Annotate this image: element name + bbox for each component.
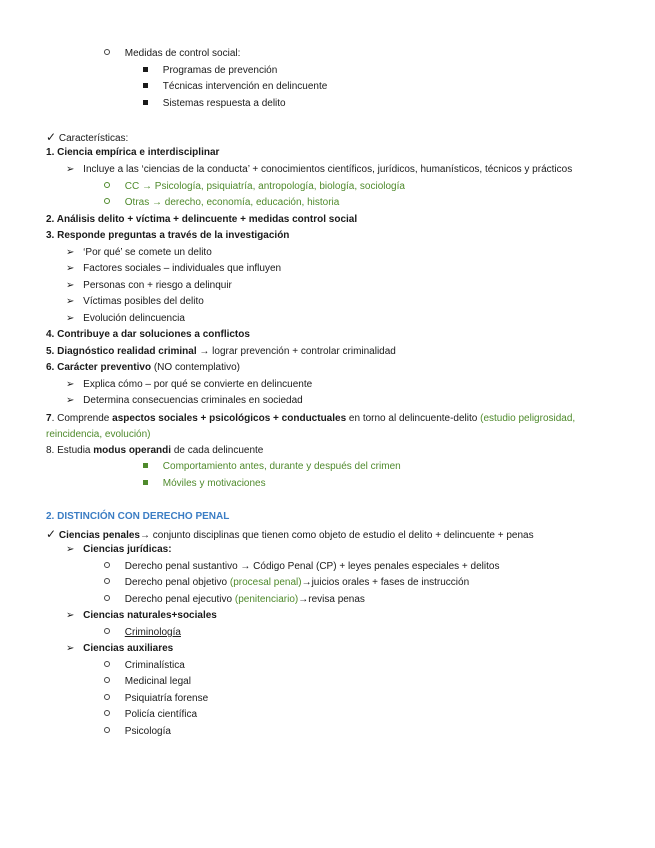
circle-bullet-icon: [104, 595, 110, 601]
list-text: Comportamiento antes, durante y después del crimen: [162, 461, 401, 472]
list-item: [66, 609, 217, 623]
arrow-bullet-icon: ➢: [66, 164, 75, 175]
list-text: Personas con + riesgo a delinquir: [83, 280, 232, 291]
circle-bullet-icon: [104, 578, 110, 584]
square-bullet-icon: [143, 480, 148, 485]
list-text: →revisa penas: [298, 594, 365, 605]
list-item: [66, 394, 303, 408]
circle-bullet-icon: [104, 694, 110, 700]
item-text: de cada delincuente: [171, 445, 264, 456]
list-item: [143, 97, 286, 111]
list-text: Víctimas posibles del delito: [83, 296, 204, 307]
checkmark-icon: ✓: [46, 527, 57, 541]
item-text: → lograr prevención + controlar criminalidad: [196, 346, 396, 357]
arrow-bullet-icon: ➢: [66, 280, 75, 291]
square-bullet-icon: [143, 100, 148, 105]
circle-bullet-icon: [104, 661, 110, 667]
list-green-text: (procesal penal): [229, 577, 302, 588]
item-bold-text: 5. Diagnóstico realidad criminal: [46, 346, 197, 357]
item-1: [46, 146, 219, 160]
item-green-text: (estudio peligrosidad, reincidencia, evolución): [46, 413, 576, 440]
arrow-bullet-icon: ➢: [66, 395, 75, 406]
list-item: [104, 626, 181, 640]
list-text: ‘Por qué’ se comete un delito: [83, 247, 212, 258]
list-item: [104, 725, 171, 739]
item-3: 3. Responde preguntas a través de la investigación: [46, 230, 290, 241]
heading-text: Características:: [58, 133, 129, 144]
list-text: Técnicas intervención en delincuente: [162, 81, 328, 92]
list-item: [104, 576, 469, 590]
arrow-bullet-icon: ➢: [66, 296, 75, 307]
circle-bullet-icon: [104, 628, 110, 634]
list-text: Otras → derecho, economía, educación, historia: [124, 197, 340, 208]
list-text: Policía científica: [124, 709, 198, 720]
square-bullet-icon: [143, 463, 148, 468]
arrow-bullet-icon: ➢: [66, 379, 75, 390]
list-item: [104, 180, 405, 194]
list-item: [143, 460, 401, 474]
list-item: [104, 593, 365, 607]
list-text: CC → Psicología, psiquiatría, antropología, biología, sociología: [124, 181, 405, 192]
item-text: en torno al delincuente-delito: [346, 413, 481, 424]
list-text: Ciencias naturales+sociales: [83, 610, 217, 621]
list-text: Derecho penal objetivo: [124, 577, 230, 588]
list-text: Medicinal legal: [124, 676, 191, 687]
square-bullet-icon: [143, 67, 148, 72]
list-text: Ciencias auxiliares: [83, 643, 174, 654]
arrow-bullet-icon: ➢: [66, 610, 75, 621]
list-item: [66, 295, 204, 309]
list-text: Criminología: [124, 627, 181, 638]
list-text: Determina consecuencias criminales en sociedad: [83, 395, 303, 406]
list-text: Psiquiatría forense: [124, 693, 209, 704]
item-8: [46, 444, 263, 458]
list-item: [104, 675, 191, 689]
item-number: 7: [46, 413, 52, 424]
item-text: 8. Estudia: [46, 445, 94, 456]
list-item: [143, 80, 327, 94]
list-text: Móviles y motivaciones: [162, 478, 266, 489]
item-text: . Comprende: [51, 413, 113, 424]
arrow-bullet-icon: ➢: [66, 263, 75, 274]
item-number: 1: [46, 147, 52, 158]
item-text: → conjunto disciplinas que tienen como objeto de estudio el delito + delincuente + penas: [140, 530, 534, 541]
list-item: [66, 246, 212, 260]
item-bold-text: Ciencias penales: [58, 530, 140, 541]
item-6: [46, 361, 240, 375]
item-7: [46, 411, 612, 443]
list-green-text: (penitenciario): [234, 594, 299, 605]
penal-sciences-line: [46, 527, 534, 541]
list-item: [66, 279, 232, 293]
circle-bullet-icon: [104, 727, 110, 733]
list-text: Sistemas respuesta a delito: [162, 98, 286, 109]
list-item: [143, 64, 277, 78]
list-item: [66, 642, 173, 656]
circle-bullet-icon: [104, 182, 110, 188]
arrow-bullet-icon: ➢: [66, 544, 75, 555]
section-heading: 2. DISTINCIÓN CON DERECHO PENAL: [46, 511, 230, 522]
list-text: Ciencias jurídicas:: [83, 544, 172, 555]
list-item: [66, 378, 312, 392]
item-text: . Ciencia empírica e interdisciplinar: [51, 147, 220, 158]
list-text: Incluye a las ‘ciencias de la conducta’ + conocimientos científicos, jurídicos, humanísticos, técnicos y prácticos: [83, 164, 573, 175]
item-text: (NO contemplativo): [151, 362, 240, 373]
list-item: [66, 262, 281, 276]
arrow-bullet-icon: ➢: [66, 313, 75, 324]
list-text: Medidas de control social:: [124, 48, 241, 59]
list-text: Programas de prevención: [162, 65, 278, 76]
list-item: [104, 659, 185, 673]
list-text: Factores sociales – individuales que influyen: [83, 263, 282, 274]
circle-bullet-icon: [104, 710, 110, 716]
list-item: [104, 47, 240, 61]
item-bold-text: modus operandi: [93, 445, 172, 456]
list-item: [104, 196, 339, 210]
item-bold-text: 6. Carácter preventivo: [46, 362, 152, 373]
list-item: [143, 477, 266, 491]
arrow-bullet-icon: ➢: [66, 247, 75, 258]
list-text: Explica cómo – por qué se convierte en delincuente: [83, 379, 313, 390]
circle-bullet-icon: [104, 562, 110, 568]
circle-bullet-icon: [104, 198, 110, 204]
list-item: [104, 560, 499, 574]
list-text: Psicología: [124, 726, 171, 737]
list-text: Criminalística: [124, 660, 185, 671]
square-bullet-icon: [143, 83, 148, 88]
list-item: [66, 163, 572, 177]
list-text: Derecho penal sustantivo → Código Penal (CP) + leyes penales especiales + delitos: [124, 561, 500, 572]
checkmark-icon: ✓: [46, 130, 57, 144]
item-bold-text: aspectos sociales + psicológicos + conductuales: [112, 413, 347, 424]
characteristics-heading: [46, 130, 128, 144]
list-text: Derecho penal ejecutivo: [124, 594, 235, 605]
list-text: →juicios orales + fases de instrucción: [301, 577, 470, 588]
item-4: 4. Contribuye a dar soluciones a conflictos: [46, 329, 250, 340]
circle-bullet-icon: [104, 677, 110, 683]
list-item: [104, 708, 197, 722]
circle-bullet-icon: [104, 49, 110, 55]
item-2: 2. Análisis delito + víctima + delincuente + medidas control social: [46, 214, 358, 225]
list-text: Evolución delincuencia: [83, 313, 185, 324]
list-item: [66, 312, 185, 326]
item-5: [46, 345, 396, 359]
list-item: [66, 543, 172, 557]
arrow-bullet-icon: ➢: [66, 643, 75, 654]
list-item: [104, 692, 208, 706]
